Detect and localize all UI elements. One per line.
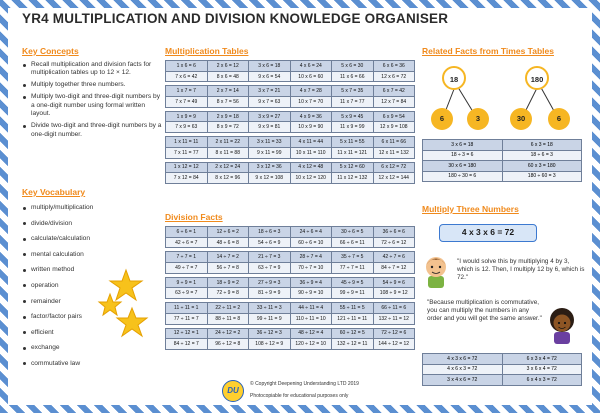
fact-cell: 9 x 9 = 81 bbox=[249, 122, 291, 133]
fact-cell: 3 x 6 x 4 = 72 bbox=[502, 364, 582, 375]
fact-cell: 10 x 9 = 90 bbox=[290, 122, 332, 133]
vocab-item: exchange bbox=[22, 344, 122, 352]
table-row bbox=[166, 86, 415, 97]
fact-cell: 33 ÷ 11 = 3 bbox=[249, 303, 291, 314]
table-row bbox=[166, 97, 415, 108]
fact-cell: 11 x 6 = 66 bbox=[332, 71, 374, 82]
table-row bbox=[423, 140, 582, 151]
page-title: YR4 MULTIPLICATION AND DIVISION KNOWLEDGE ORGANISER bbox=[22, 11, 449, 26]
vocab-item: multiply/multiplication bbox=[22, 204, 122, 212]
fact-cell: 2 x 12 = 24 bbox=[207, 162, 249, 173]
fact-cell: 60 ÷ 6 = 10 bbox=[290, 237, 332, 248]
table-row bbox=[166, 252, 415, 263]
fact-cell: 66 ÷ 6 = 11 bbox=[332, 237, 374, 248]
fact-cell: 4 x 7 = 28 bbox=[290, 86, 332, 97]
fact-cell: 144 ÷ 12 = 12 bbox=[373, 339, 415, 350]
table-row bbox=[166, 111, 415, 122]
fact-cell: 108 ÷ 12 = 9 bbox=[249, 339, 291, 350]
bond2-top: 180 bbox=[525, 66, 549, 90]
fact-cell: 81 ÷ 9 = 9 bbox=[249, 288, 291, 299]
concept-item: Divide two-digit and three-digit numbers by a one-digit number. bbox=[22, 122, 164, 139]
fact-cell: 10 x 7 = 70 bbox=[290, 97, 332, 108]
organiser-sheet bbox=[8, 8, 592, 405]
fact-cell: 9 x 6 = 54 bbox=[249, 71, 291, 82]
vocab-item: operation bbox=[22, 282, 122, 290]
fact-cell: 88 ÷ 11 = 8 bbox=[207, 313, 249, 324]
fact-cell: 11 x 9 = 99 bbox=[332, 122, 374, 133]
fact-cell: 18 ÷ 6 = 3 bbox=[249, 227, 291, 238]
key-concepts-list bbox=[22, 61, 164, 143]
fact-cell: 2 x 6 = 12 bbox=[207, 61, 249, 72]
concept-item: Recall multiplication and division facts for multiplication tables up to 12 × 12. bbox=[22, 61, 164, 78]
vocab-item: factor/factor pairs bbox=[22, 313, 122, 321]
related-facts-heading: Related Facts from Times Tables bbox=[422, 46, 554, 56]
multiplication-table bbox=[165, 60, 415, 184]
fact-cell: 84 ÷ 12 = 7 bbox=[166, 339, 208, 350]
fact-cell: 56 ÷ 7 = 8 bbox=[207, 263, 249, 274]
fact-cell: 30 x 6 = 180 bbox=[423, 161, 503, 172]
fact-cell: 12 x 9 = 108 bbox=[373, 122, 415, 133]
fact-cell: 66 ÷ 11 = 6 bbox=[373, 303, 415, 314]
copyright-text: © Copyright Deepening Understanding LTD 2019 bbox=[250, 381, 359, 387]
fact-cell: 7 x 7 = 49 bbox=[166, 97, 208, 108]
bond1-top: 18 bbox=[442, 66, 466, 90]
fact-cell: 1 x 11 = 11 bbox=[166, 137, 208, 148]
fact-cell: 42 ÷ 6 = 7 bbox=[166, 237, 208, 248]
fact-cell: 10 x 11 = 110 bbox=[290, 147, 332, 158]
fact-cell: 60 x 3 = 180 bbox=[502, 161, 582, 172]
fact-cell: 10 x 6 = 60 bbox=[290, 71, 332, 82]
fact-cell: 6 x 3 x 4 = 72 bbox=[502, 354, 582, 365]
fact-cell: 11 x 7 = 77 bbox=[332, 97, 374, 108]
stars-illustration bbox=[96, 266, 156, 346]
concept-item: Multiply two-digit and three-digit numbers by a one-digit number using formal written layout. bbox=[22, 93, 164, 118]
fact-cell: 132 ÷ 11 = 12 bbox=[373, 313, 415, 324]
fact-cell: 3 x 7 = 21 bbox=[249, 86, 291, 97]
fact-cell: 48 ÷ 12 = 4 bbox=[290, 328, 332, 339]
fact-cell: 36 ÷ 12 = 3 bbox=[249, 328, 291, 339]
table-row bbox=[423, 150, 582, 161]
fact-cell: 54 ÷ 9 = 6 bbox=[373, 277, 415, 288]
fact-cell: 8 x 9 = 72 bbox=[207, 122, 249, 133]
equation-box: 4 x 3 x 6 = 72 bbox=[439, 224, 537, 242]
fact-cell: 5 x 7 = 35 bbox=[332, 86, 374, 97]
table-row bbox=[166, 328, 415, 339]
du-logo: DU bbox=[222, 380, 244, 402]
fact-cell: 180 ÷ 30 = 6 bbox=[423, 171, 503, 182]
table-row bbox=[166, 137, 415, 148]
fact-cell: 12 x 6 = 72 bbox=[373, 71, 415, 82]
fact-cell: 63 ÷ 9 = 7 bbox=[166, 288, 208, 299]
fact-cell: 22 ÷ 11 = 2 bbox=[207, 303, 249, 314]
fact-cell: 14 ÷ 7 = 2 bbox=[207, 252, 249, 263]
fact-cell: 12 x 11 = 132 bbox=[373, 147, 415, 158]
fact-cell: 21 ÷ 7 = 3 bbox=[249, 252, 291, 263]
fact-cell: 1 x 12 = 12 bbox=[166, 162, 208, 173]
fact-cell: 7 x 11 = 77 bbox=[166, 147, 208, 158]
fact-cell: 3 x 11 = 33 bbox=[249, 137, 291, 148]
fact-cell: 120 ÷ 12 = 10 bbox=[290, 339, 332, 350]
fact-cell: 4 x 11 = 44 bbox=[290, 137, 332, 148]
fact-cell: 9 x 12 = 108 bbox=[249, 173, 291, 184]
boy-avatar bbox=[421, 252, 451, 288]
fact-cell: 27 ÷ 9 = 3 bbox=[249, 277, 291, 288]
division-table bbox=[165, 226, 415, 350]
bond2-left: 30 bbox=[510, 108, 532, 130]
fact-cell: 55 ÷ 11 = 5 bbox=[332, 303, 374, 314]
photocopiable-note: Photocopiable for educational purposes only bbox=[250, 393, 349, 399]
fact-cell: 18 ÷ 3 = 6 bbox=[423, 150, 503, 161]
fact-cell: 9 x 11 = 99 bbox=[249, 147, 291, 158]
fact-cell: 35 ÷ 7 = 5 bbox=[332, 252, 374, 263]
fact-cell: 6 x 7 = 42 bbox=[373, 86, 415, 97]
fact-cell: 1 x 6 = 6 bbox=[166, 61, 208, 72]
bond1-right: 3 bbox=[467, 108, 489, 130]
fact-cell: 10 x 12 = 120 bbox=[290, 173, 332, 184]
fact-cell: 4 x 6 = 24 bbox=[290, 61, 332, 72]
fact-cell: 4 x 12 = 48 bbox=[290, 162, 332, 173]
fact-cell: 99 ÷ 11 = 9 bbox=[249, 313, 291, 324]
girl-avatar bbox=[546, 306, 578, 344]
table-row bbox=[423, 375, 582, 386]
fact-cell: 99 ÷ 9 = 11 bbox=[332, 288, 374, 299]
fact-cell: 2 x 11 = 22 bbox=[207, 137, 249, 148]
fact-cell: 6 x 4 x 3 = 72 bbox=[502, 375, 582, 386]
fact-cell: 45 ÷ 9 = 5 bbox=[332, 277, 374, 288]
fact-cell: 77 ÷ 7 = 11 bbox=[332, 263, 374, 274]
fact-cell: 44 ÷ 11 = 4 bbox=[290, 303, 332, 314]
fact-cell: 11 ÷ 11 = 1 bbox=[166, 303, 208, 314]
fact-cell: 9 x 7 = 63 bbox=[249, 97, 291, 108]
fact-cell: 2 x 7 = 14 bbox=[207, 86, 249, 97]
vocab-item: remainder bbox=[22, 298, 122, 306]
quote-boy: "I would solve this by multiplying 4 by 3, which is 12. Then, I multiply 12 by 6, which is 72." bbox=[457, 258, 585, 282]
fact-cell: 8 x 11 = 88 bbox=[207, 147, 249, 158]
fact-cell: 6 x 6 = 36 bbox=[373, 61, 415, 72]
fact-cell: 9 ÷ 9 = 1 bbox=[166, 277, 208, 288]
fact-cell: 4 x 6 x 3 = 72 bbox=[423, 364, 503, 375]
fact-cell: 5 x 6 = 30 bbox=[332, 61, 374, 72]
multiplication-tables-heading: Multiplication Tables bbox=[165, 46, 249, 56]
fact-cell: 11 x 11 = 121 bbox=[332, 147, 374, 158]
fact-cell: 8 x 6 = 48 bbox=[207, 71, 249, 82]
fact-cell: 63 ÷ 7 = 9 bbox=[249, 263, 291, 274]
fact-cell: 70 ÷ 7 = 10 bbox=[290, 263, 332, 274]
fact-cell: 49 ÷ 7 = 7 bbox=[166, 263, 208, 274]
fact-cell: 1 x 9 = 9 bbox=[166, 111, 208, 122]
table-row bbox=[423, 364, 582, 375]
fact-cell: 7 x 9 = 63 bbox=[166, 122, 208, 133]
table-row bbox=[166, 173, 415, 184]
fact-cell: 36 ÷ 9 = 4 bbox=[290, 277, 332, 288]
table-row bbox=[166, 71, 415, 82]
fact-cell: 110 ÷ 11 = 10 bbox=[290, 313, 332, 324]
table-row bbox=[166, 61, 415, 72]
fact-cell: 6 x 9 = 54 bbox=[373, 111, 415, 122]
fact-cell: 180 ÷ 60 = 3 bbox=[502, 171, 582, 182]
fact-cell: 12 ÷ 6 = 2 bbox=[207, 227, 249, 238]
fact-cell: 8 x 7 = 56 bbox=[207, 97, 249, 108]
vocab-item: calculate/calculation bbox=[22, 235, 122, 243]
fact-cell: 60 ÷ 12 = 5 bbox=[332, 328, 374, 339]
key-concepts-heading: Key Concepts bbox=[22, 46, 79, 56]
fact-cell: 84 ÷ 7 = 12 bbox=[373, 263, 415, 274]
fact-cell: 5 x 12 = 60 bbox=[332, 162, 374, 173]
division-facts-heading: Division Facts bbox=[165, 212, 223, 222]
related-facts-table bbox=[422, 139, 582, 182]
fact-cell: 30 ÷ 6 = 5 bbox=[332, 227, 374, 238]
fact-cell: 18 ÷ 6 = 3 bbox=[502, 150, 582, 161]
fact-cell: 5 x 11 = 55 bbox=[332, 137, 374, 148]
fact-cell: 42 ÷ 7 = 6 bbox=[373, 252, 415, 263]
key-vocabulary-heading: Key Vocabulary bbox=[22, 187, 86, 197]
fact-cell: 7 ÷ 7 = 1 bbox=[166, 252, 208, 263]
table-row bbox=[423, 354, 582, 365]
fact-cell: 12 x 12 = 144 bbox=[373, 173, 415, 184]
table-row bbox=[166, 147, 415, 158]
fact-cell: 6 x 3 = 18 bbox=[502, 140, 582, 151]
vocab-item: commutative law bbox=[22, 360, 122, 368]
fact-cell: 3 x 4 x 6 = 72 bbox=[423, 375, 503, 386]
fact-cell: 72 ÷ 6 = 12 bbox=[373, 237, 415, 248]
bond2-right: 6 bbox=[548, 108, 570, 130]
fact-cell: 3 x 6 = 18 bbox=[423, 140, 503, 151]
multiply-three-heading: Multiply Three Numbers bbox=[422, 204, 519, 214]
fact-cell: 72 ÷ 12 = 6 bbox=[373, 328, 415, 339]
table-row bbox=[423, 161, 582, 172]
fact-cell: 132 ÷ 12 = 11 bbox=[332, 339, 374, 350]
vocab-item: written method bbox=[22, 266, 122, 274]
fact-cell: 77 ÷ 11 = 7 bbox=[166, 313, 208, 324]
fact-cell: 24 ÷ 6 = 4 bbox=[290, 227, 332, 238]
table-row bbox=[166, 288, 415, 299]
fact-cell: 121 ÷ 11 = 11 bbox=[332, 313, 374, 324]
table-row bbox=[166, 263, 415, 274]
fact-cell: 48 ÷ 6 = 8 bbox=[207, 237, 249, 248]
fact-cell: 72 ÷ 9 = 8 bbox=[207, 288, 249, 299]
vocab-item: efficient bbox=[22, 329, 122, 337]
fact-cell: 11 x 12 = 132 bbox=[332, 173, 374, 184]
fact-cell: 108 ÷ 9 = 12 bbox=[373, 288, 415, 299]
fact-cell: 2 x 9 = 18 bbox=[207, 111, 249, 122]
fact-cell: 3 x 9 = 27 bbox=[249, 111, 291, 122]
table-row bbox=[166, 237, 415, 248]
fact-cell: 7 x 6 = 42 bbox=[166, 71, 208, 82]
fact-cell: 5 x 9 = 45 bbox=[332, 111, 374, 122]
quote-girl: "Because multiplication is commutative, you can multiply the numbers in any order and you will get the same answer." bbox=[427, 299, 542, 323]
fact-cell: 4 x 3 x 6 = 72 bbox=[423, 354, 503, 365]
fact-cell: 7 x 12 = 84 bbox=[166, 173, 208, 184]
fact-cell: 54 ÷ 6 = 9 bbox=[249, 237, 291, 248]
multiply-three-table bbox=[422, 353, 582, 386]
fact-cell: 96 ÷ 12 = 8 bbox=[207, 339, 249, 350]
fact-cell: 90 ÷ 9 = 10 bbox=[290, 288, 332, 299]
table-row bbox=[166, 313, 415, 324]
table-row bbox=[166, 162, 415, 173]
vocab-item: divide/division bbox=[22, 220, 122, 228]
fact-cell: 6 ÷ 6 = 1 bbox=[166, 227, 208, 238]
concept-item: Multiply together three numbers. bbox=[22, 81, 164, 89]
fact-cell: 12 x 7 = 84 bbox=[373, 97, 415, 108]
fact-cell: 1 x 7 = 7 bbox=[166, 86, 208, 97]
bond1-left: 6 bbox=[431, 108, 453, 130]
table-row bbox=[166, 227, 415, 238]
fact-cell: 28 ÷ 7 = 4 bbox=[290, 252, 332, 263]
table-row bbox=[423, 171, 582, 182]
fact-cell: 3 x 12 = 36 bbox=[249, 162, 291, 173]
vocab-item: mental calculation bbox=[22, 251, 122, 259]
fact-cell: 8 x 12 = 96 bbox=[207, 173, 249, 184]
fact-cell: 36 ÷ 6 = 6 bbox=[373, 227, 415, 238]
table-row bbox=[166, 303, 415, 314]
fact-cell: 12 ÷ 12 = 1 bbox=[166, 328, 208, 339]
fact-cell: 3 x 6 = 18 bbox=[249, 61, 291, 72]
table-row bbox=[166, 339, 415, 350]
fact-cell: 24 ÷ 12 = 2 bbox=[207, 328, 249, 339]
table-row bbox=[166, 122, 415, 133]
table-row bbox=[166, 277, 415, 288]
fact-cell: 18 ÷ 9 = 2 bbox=[207, 277, 249, 288]
fact-cell: 6 x 12 = 72 bbox=[373, 162, 415, 173]
fact-cell: 6 x 11 = 66 bbox=[373, 137, 415, 148]
fact-cell: 4 x 9 = 36 bbox=[290, 111, 332, 122]
